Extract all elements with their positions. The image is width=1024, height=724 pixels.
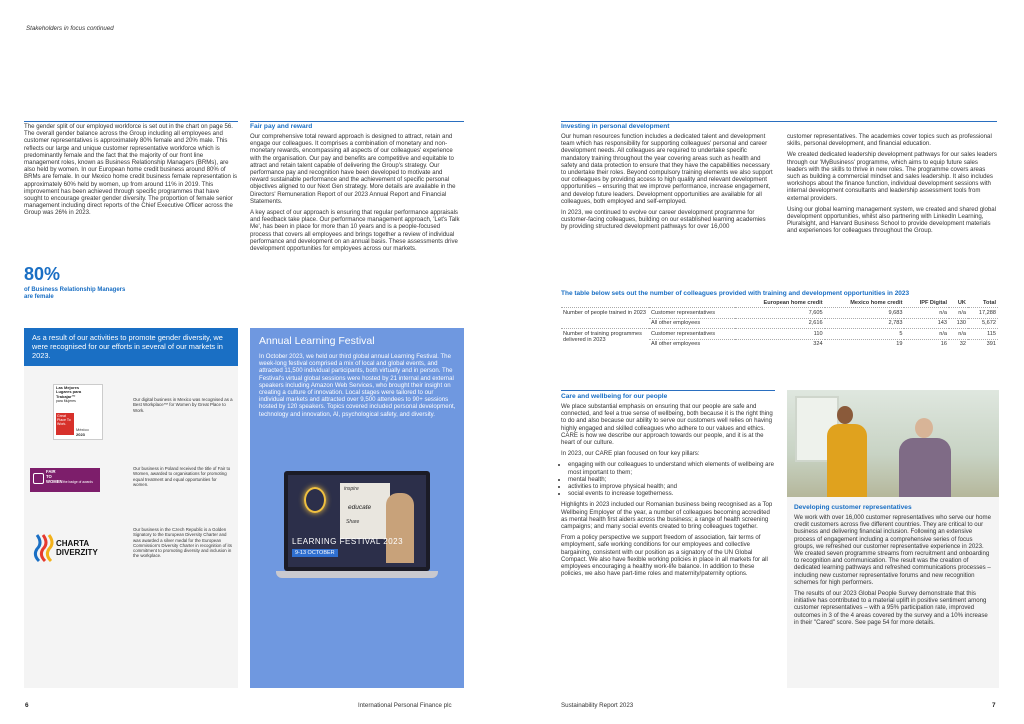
- customer-representative-photo: [787, 390, 999, 497]
- header-title: Stakeholders in focus continued: [26, 25, 114, 32]
- charta-diverzity-icon: [33, 533, 55, 563]
- table-row: All other employees 324 19 16 32 391: [651, 341, 996, 348]
- learning-festival-text: In October 2023, we held our third global annual Learning Festival. The week-long festival comprised a mix of local and global events, and attracted 11,500 individual participants, both virtually and in person. The Festival's virtual global sessions were hosted by 21 internal and external speakers including Amazon Web Services, who brought their insight on creating a culture of innovation. Local stages were tailored to our individual markets and attracted over 9,500 attendees to 90+ sessions hosted by 120 speakers. Topics covered included personal development, technology and innovation, AI, psychological safety, and diversity.: [259, 353, 456, 418]
- col-header-european: European home credit: [763, 300, 823, 306]
- fair-pay-heading: Fair pay and reward: [250, 123, 313, 130]
- fair-to-women-logo: FAIR TO WOMEN the badge of awards: [30, 468, 100, 492]
- col1-text: [24, 123, 238, 221]
- list-item: • engaging with our colleagues to understand which elements of wellbeing are most important to them;: [568, 461, 775, 475]
- group-label: Number of training programmes delivered in 2023: [561, 329, 649, 349]
- care-p2: In 2023, our CARE plan focused on four key pillars:: [561, 450, 700, 458]
- laptop-whiteboard: inspire educate Share: [340, 483, 390, 539]
- col1-rule: [24, 121, 238, 122]
- footer-page-right: 7: [992, 702, 996, 709]
- fair-pay-p2: A key aspect of our approach is ensuring that regular performance appraisals and feedback take place. Our performance management approach, 'Let's Talk Me', has been in place for more than 10 years and is a people-focused process that covers all employees and brings together a review of individual performance and development on an annual basis. These assessments drive development opportunities for employees across our markets.: [250, 209, 460, 253]
- fair-pay-p1: Our comprehensive total reward approach is designed to attract, retain and engage our colleagues. It comprises a combination of monetary and non-monetary rewards, encompassing all aspects of our colleagues' experience with the organisation. Our pay and benefits are competitive and equitable to attract and retain talent capable of delivering the Group's strategy. Our performance pay and recognition have been developed to motivate and reward sustainable performance and the achievement of specific personal objectives aligned to our Next Gen strategy. More details are available in the Directors' Remuneration Report of our 2023 Annual Report and Financial Statements.: [250, 133, 456, 205]
- lightbulb-icon: [304, 487, 326, 513]
- training-table-title: The table below sets out the number of colleagues provided with training and development opportunities in 2023: [561, 290, 910, 297]
- footer-report: Sustainability Report 2023: [561, 702, 634, 709]
- photo-person-right: [915, 418, 933, 438]
- col-header-uk: UK: [957, 300, 966, 306]
- developing-reps-p2: The results of our 2023 Global People Survey demonstrate that this initiative has contributed to a material uplift in positive sentiment among customer representatives – with a 95% participation rate, improved outcomes in 3 of the 4 areas covered by the survey and a 10% increase in their "Cared" score. See page 54 for more details.: [794, 590, 988, 626]
- gender-paragraph: The gender split of our employed workforce is set out in the chart on page 56. The overall gender balance across the Group including all employees and customer representatives is approximately 80% female and 20% male. This reflects our large and unique customer representative workforce which is predominantly female and the fact that the majority of our front line management roles, known as Business Relationship Managers (BRMs), are also held by women. In our European home credit business around 80% of BRMs are female. In our Mexico home credit business female representation is approximately 60% held by women, up from around 11% in 2019. This improvement has been achieved through specific programmes that have sought to encourage greater gender diversity. The proportion of female senior management including direct reports of the Chief Executive Officer across the Group was 26% in 2023.: [24, 123, 238, 217]
- laptop-screen: inspire educate Share LEARNING FESTIVAL 2023 9-13 OCTOBER: [284, 471, 430, 571]
- col2-rule: [250, 121, 464, 122]
- table-row: Number of training programmes delivered in 2023 Customer representatives 110 5 n/a n/a 115: [561, 329, 998, 339]
- col-header-total: Total: [983, 300, 996, 306]
- award-fair-to-women: [30, 466, 231, 498]
- laptop-base: [276, 571, 438, 578]
- learning-festival-title: Annual Learning Festival: [259, 335, 375, 347]
- list-item: • mental health;: [568, 476, 775, 483]
- group-label: Number of people trained in 2023: [561, 308, 649, 329]
- laptop-image: [284, 471, 430, 581]
- gptw-logo: Las Mejores Lugares para Trabajar™ para Mujeres Great Place To Work. México 2023: [53, 384, 103, 440]
- fair-to-women-icon: [33, 473, 44, 484]
- col2-text: [250, 123, 462, 256]
- care-p1: We place substantial emphasis on ensuring that our people are safe and connected, and feel a true sense of wellbeing, both because it is the right thing to do and also because our ability to serve our customers well relies on having highly engaged and skilled colleagues who adhere to our values and ethics. CARE is how we describe our approach towards our people, and it is at the heart of our culture.: [561, 403, 773, 447]
- training-table-wrap: [561, 299, 998, 349]
- list-item: • activities to improve physical health; and: [568, 483, 775, 490]
- col3-text-right: [787, 133, 999, 239]
- care-text: [561, 393, 775, 581]
- list-item: • social events to increase togetherness.: [568, 490, 775, 497]
- award1-text: Our digital business in Mexico was recognised as a Best Workplace™ for Women by Great Place to Work.: [133, 397, 233, 413]
- personal-development-p4: We created dedicated leadership development pathways for our sales leaders through our 'MyBusiness' programme, which aims to equip future sales leaders with the skills to thrive in new roles. The programme covers areas such as building a commercial mindset and sales leadership. It also includes workshops about the finance function, individual development sessions with internal development consultants and leadership assessment tools from external providers.: [787, 151, 997, 202]
- gptw-badge: Great Place To Work.: [56, 413, 74, 435]
- footer-company: International Personal Finance plc: [358, 702, 452, 709]
- award-charta-diverzity: [30, 527, 232, 587]
- care-heading: Care and wellbeing for our people: [561, 393, 668, 400]
- developing-reps-p1: We work with over 16,000 customer representatives who serve our home credit customers across five different countries. They are critical to our business and delivering financial inclusion. Following an extensive process of engagement including a comprehensive series of focus groups, we refreshed our customer representative experience in 2023. We created seven programme streams from recruitment and onboarding to recognition and communication. The result was the creation of dedicated learning pathways and refreshed communications processes – including new customer representative forums and new recognition schemes for high performers.: [794, 514, 992, 586]
- col3-rule: [561, 121, 997, 122]
- personal-development-p3: customer representatives. The academies cover topics such as professional skills, personal development, and financial education.: [787, 133, 992, 148]
- stat-label: of Business Relationship Managers are female: [24, 287, 126, 300]
- laptop-person: [386, 493, 414, 563]
- developing-reps-text: [794, 514, 992, 630]
- table-row: Number of people trained in 2023 Customer representatives 7,605 9,683 n/a n/a 17,288: [561, 308, 998, 318]
- care-rule: [561, 390, 775, 391]
- learning-festival-box: [250, 328, 464, 688]
- awards-box-title: As a result of our activities to promote gender diversity, we were recognised for our efforts in several of our markets in 2023.: [32, 333, 223, 360]
- developing-reps-heading: Developing customer representatives: [794, 504, 912, 511]
- charta-diverzity-logo: CHARTA DIVERZITY: [33, 531, 103, 565]
- col3-text-left: [561, 123, 773, 235]
- care-p4: From a policy perspective we support freedom of association, fair terms of employment, safe working conditions for our employees and collective bargaining, consistent with our position as a signatory of the UN Global Compact. We also have flexible working policies in place in all markets for all employees encouraging a healthy work-life balance. In addition to these policies, we also have part-time roles and maternity/paternity options.: [561, 534, 768, 578]
- award-gptw: [30, 381, 233, 441]
- awards-box-header: [24, 328, 238, 366]
- developing-reps-box: [787, 497, 999, 688]
- col-header-ipf-digital: IPF Digital: [919, 300, 948, 306]
- personal-development-p2: In 2023, we continued to evolve our career development programme for customer-facing colleagues, building on our established learning academies by providing structured development pathways for over 16,000: [561, 209, 766, 231]
- care-p3: Highlights in 2023 included our Romanian business being recognised as a Top Wellbeing Employer of the year, a number of colleagues becoming accredited as mental health first aiders across the business; a range of health screening campaigns; and many social events created to bring colleagues together.: [561, 501, 773, 531]
- footer-page-left: 6: [25, 702, 29, 709]
- photo-person-left-body: [827, 424, 867, 497]
- photo-person-left: [837, 406, 853, 424]
- col-header-mexico: Mexico home credit: [850, 300, 903, 306]
- award2-text: Our business in Poland received the title of Fair to Women, awarded to organisations for promoting equal treatment and equal opportunities for women.: [133, 466, 231, 487]
- table-row: All other employees 2,616 2,783 143 130 5,672: [561, 318, 998, 328]
- photo-person-right-body: [899, 438, 951, 497]
- care-pillars-list: [561, 461, 775, 497]
- stat-value: 80%: [24, 264, 61, 284]
- award3-text: Our business in the Czech Republic is a Golden Signatory to the European Diversity Charter and was awarded a silver medal for the European Commission's Diversity Charter in recognition of its commitment to promoting diversity and inclusion in the workplace.: [133, 527, 232, 559]
- personal-development-p5: Using our global learning management system, we created and shared global development opportunities, whilst also partnering with LinkedIn Learning, Pluralsight, and Harvard Business School to provide development materials and experiences for colleagues throughout the Group.: [787, 205, 997, 235]
- training-table: [561, 299, 998, 349]
- personal-development-heading: Investing in personal development: [561, 123, 670, 130]
- personal-development-p1: Our human resources function includes a dedicated talent and development team which has responsibility for supporting colleagues' personal and career development needs. All colleagues are required to undertake specific mandatory training throughout the year covering areas such as health and safety and data protection to ensure that they have the capabilities necessary to undertake their roles. Beyond compulsory training elements we also support our colleagues by providing access to high quality and relevant development opportunities – ensuring that we improve performance, increase engagement, and develop future leaders. Development opportunities are available for all colleagues, both employed and self-employed.: [561, 133, 773, 205]
